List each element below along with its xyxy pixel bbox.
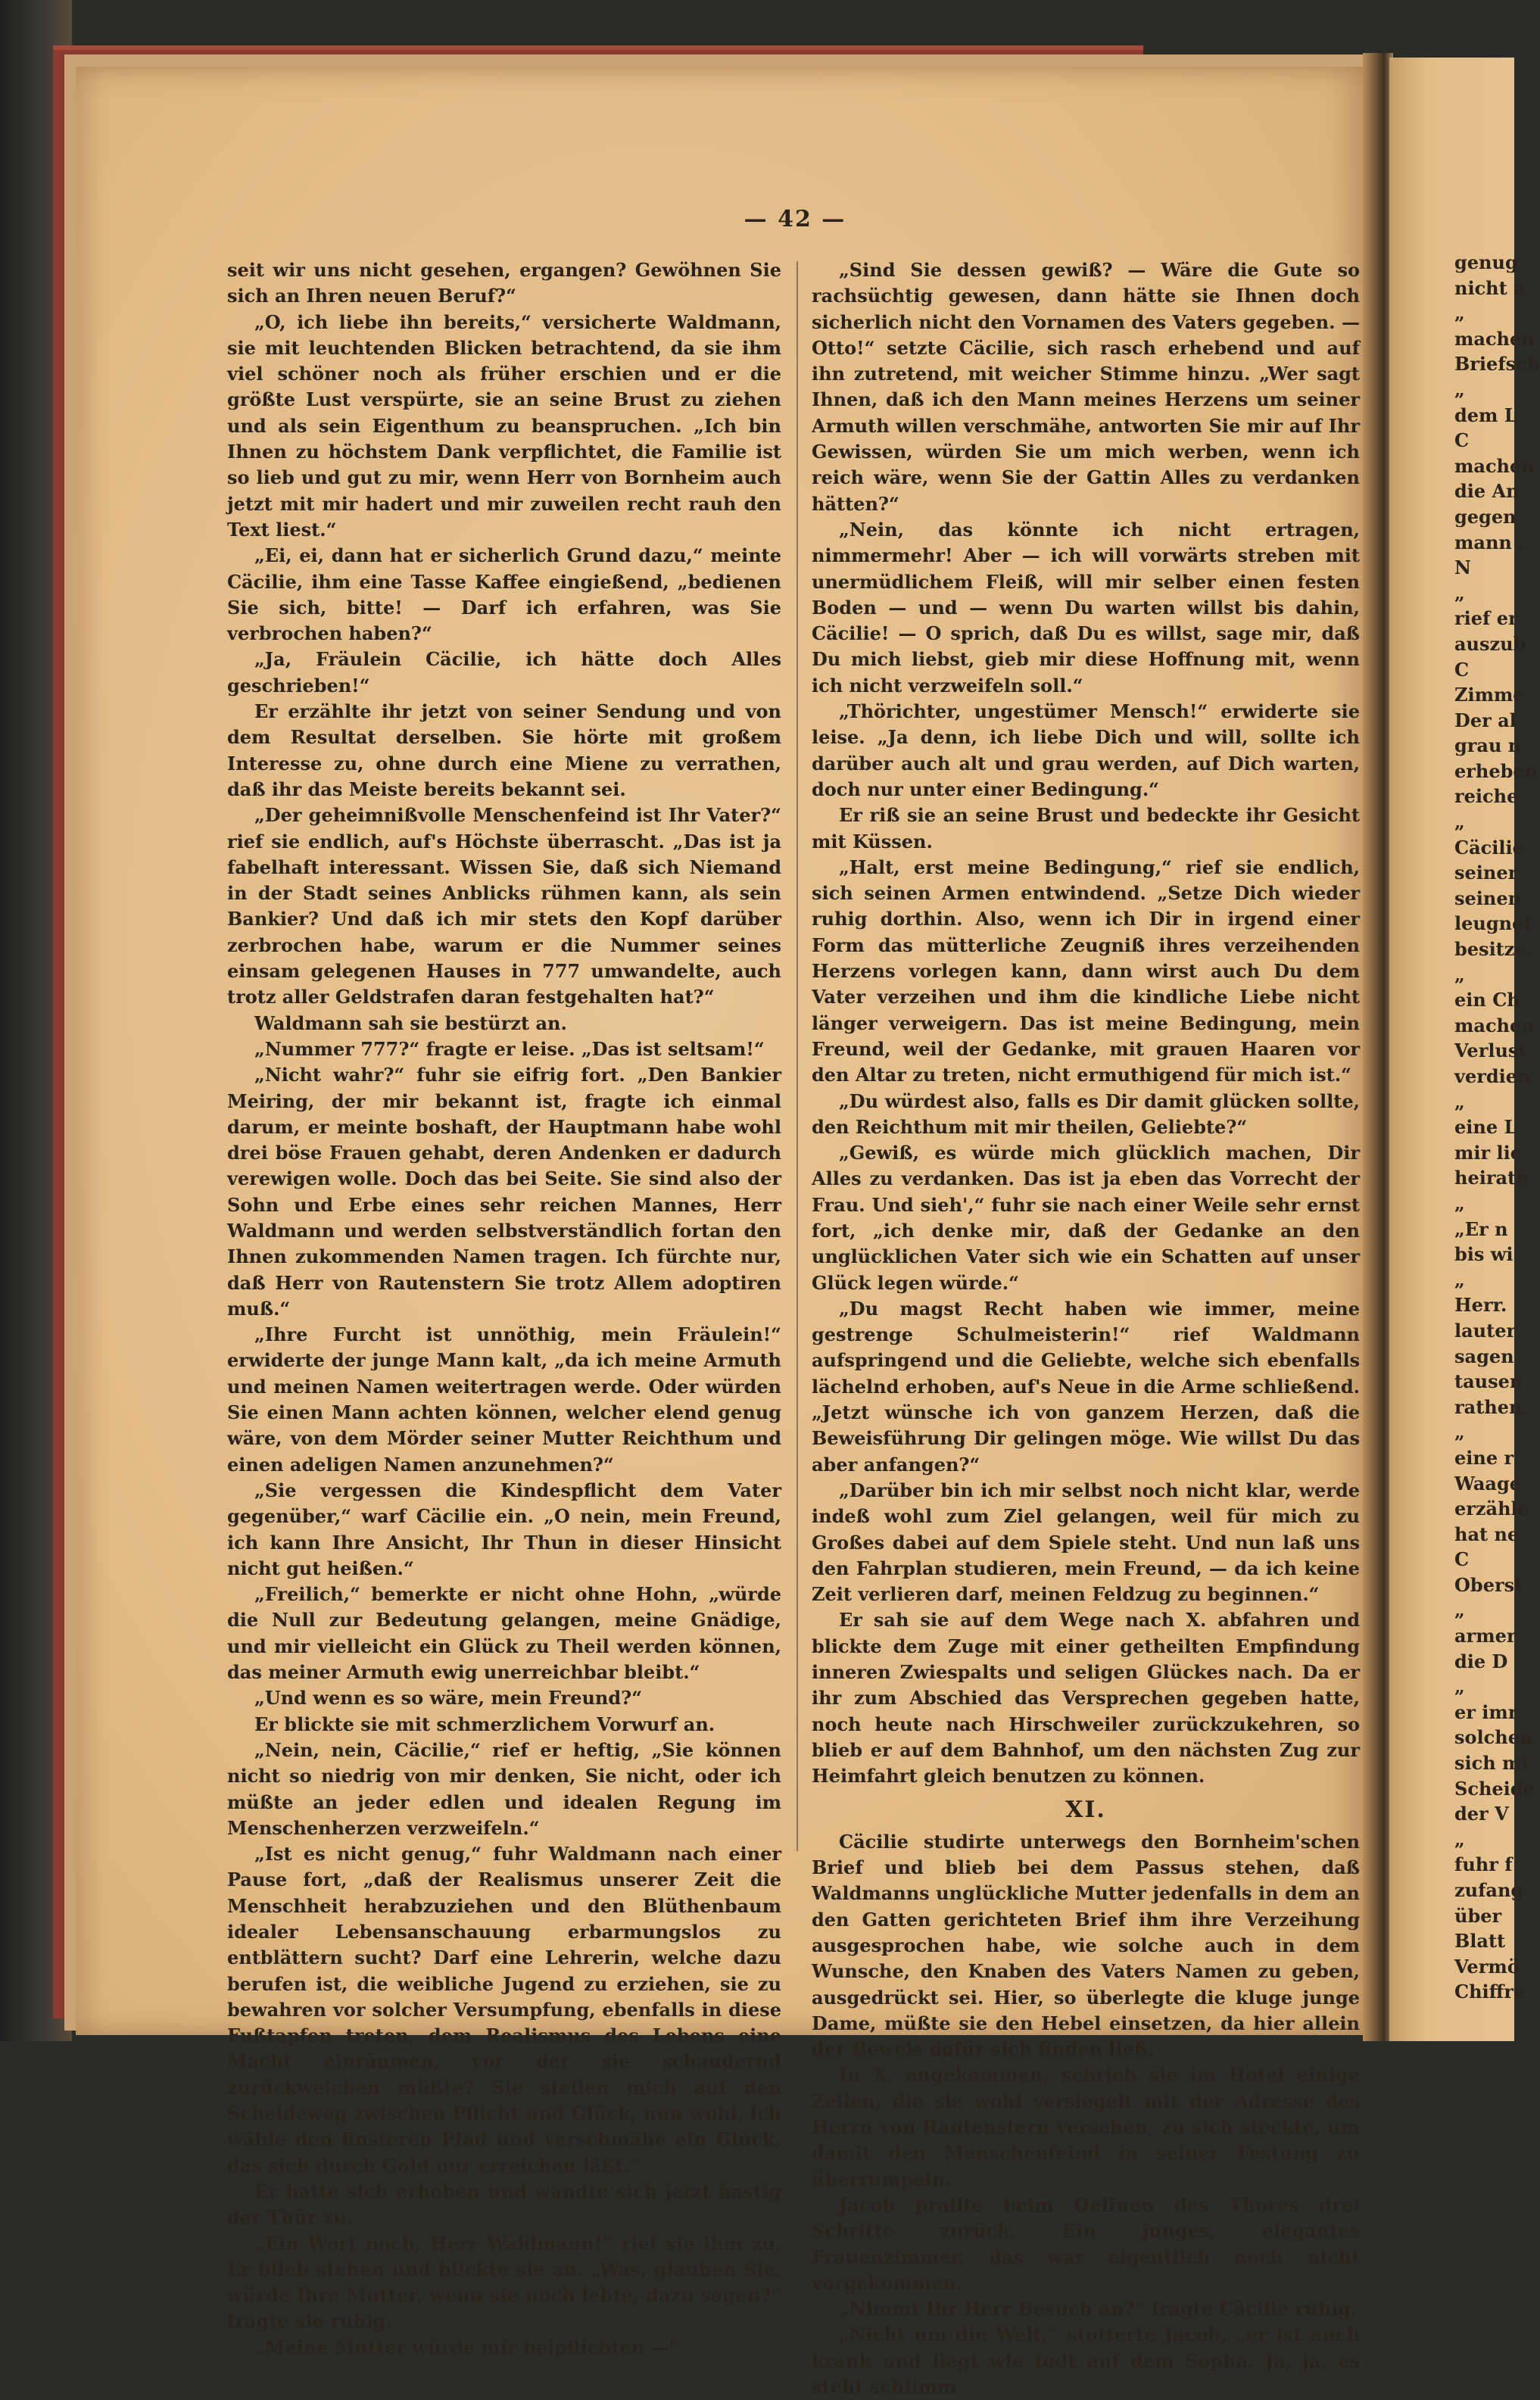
paragraph: Er erzählte ihr jetzt von seiner Sendung und von dem Resultat derselben. Sie hörte mit großem Interesse zu, ohne durch eine Miene zu verrathen, daß ihr das Meiste bereits bekannt sei.	[227, 700, 781, 800]
paragraph: seit wir uns nicht gesehen, ergangen? Gewöhnen Sie sich an Ihren neuen Beruf?“	[227, 259, 781, 307]
paragraph: Er sah sie auf dem Wege nach X. abfahren und blickte dem Zuge mit einer getheilten Empfindung inneren Zwiespalts und seligen Glückes nach. Da er ihr zum Abschied das Versprechen gegeben hatte, noch heute nach Hirschweiler zurückzukehren, so blieb er auf dem Bahnhof, um den nächsten Zug zur Heimfahrt gleich benutzen zu können.	[812, 1609, 1360, 1788]
paragraph: „Nein, das könnte ich nicht ertragen, nimmermehr! Aber — ich will vorwärts streben mit unermüdlichem Fleiß, will mir selber einen festen Boden — und — wenn Du warten willst bis dahin, Cäcilie! — O sprich, daß Du es willst, sage mir, daß Du mich liebst, gieb mir diese Hoffnung mit, wenn ich nicht verzweifeln soll.“	[812, 518, 1360, 697]
facing-page-line: eine r	[1454, 1446, 1514, 1469]
facing-page-line: verdien	[1454, 1065, 1531, 1087]
left-column	[227, 257, 781, 2361]
paragraph: „Gewiß, es würde mich glücklich machen, Dir Alles zu verdanken. Das ist ja eben das Vorrecht der Frau. Und sieh',“ fuhr sie nach einer Weile sehr ernst fort, „ich denke mir, daß der Gedanke an den unglücklichen Vater sich wie ein Schatten auf unser Glück legen würde.“	[812, 1142, 1360, 1294]
facing-page-line: Cäcilie	[1454, 836, 1524, 859]
facing-page-line: „	[1454, 1599, 1465, 1622]
paragraph: „Ei, ei, dann hat er sicherlich Grund dazu,“ meinte Cäcilie, ihm eine Tasse Kaffee eingießend, „bedienen Sie sich, bitte! — Darf ich erfahren, was Sie verbrochen haben?“	[227, 544, 781, 645]
facing-page-line: Scheide	[1454, 1777, 1535, 1800]
facing-page-line: „	[1454, 1675, 1465, 1698]
facing-page-line: besitze.	[1454, 938, 1533, 961]
paragraph: „Sie vergessen die Kindespflicht dem Vater gegenüber,“ warf Cäcilie ein. „O nein, mein Freund, ich kann Ihre Ansicht, Ihr Thun in dieser Hinsicht nicht gut heißen.“	[227, 1479, 781, 1579]
paragraph: „Thörichter, ungestümer Mensch!“ erwiderte sie leise. „Ja denn, ich liebe Dich und will, sollte ich darüber auch alt und grau werden, auf Dich warten, doch nur unter einer Bedingung.“	[812, 700, 1360, 800]
facing-page-line: zufang	[1454, 1879, 1524, 1901]
paragraph: „Du würdest also, falls es Dir damit glücken sollte, den Reichthum mit mir theilen, Geliebte?“	[812, 1089, 1360, 1138]
facing-page-line: Herr.	[1454, 1294, 1507, 1317]
paragraph: „Nicht wahr?“ fuhr sie eifrig fort. „Den Bankier Meiring, der mir bekannt ist, fragte ich einmal darum, er meinte boshaft, der Hauptmann habe wohl drei böse Frauen gehabt, deren Andenken er dadurch verewigen wolle. Doch das bei Seite. Sie sind also der Sohn und Erbe eines sehr reichen Mannes, Herr Waldmann und werden selbstverständlich fortan den Ihnen zukommenden Namen tragen. Ich fürchte nur, daß Herr von Rautenstern Sie trotz Allem adoptiren muß.“	[227, 1064, 781, 1320]
facing-page-line: die An	[1454, 480, 1520, 503]
paragraph: „Ihre Furcht ist unnöthig, mein Fräulein!“ erwiderte der junge Mann kalt, „da ich meine Armuth und meinen Namen weitertragen werde. Oder würden Sie einen Mann achten können, welcher elend genug wäre, von dem Mörder seiner Mutter Reichthum und einen adeligen Namen anzunehmen?“	[227, 1323, 781, 1476]
facing-page-line: genug	[1454, 251, 1518, 273]
paragraph: Jacob prallte beim Oeffnen des Thores drei Schritte zurück. Ein junges, elegantes Frauenzimmer, das war eigentlich noch nicht vorgekommen.	[812, 2193, 1360, 2294]
paragraph: Er riß sie an seine Brust und bedeckte ihr Gesicht mit Küssen.	[812, 804, 1360, 852]
facing-page-line: Waage	[1454, 1472, 1522, 1495]
facing-page-line: „	[1454, 1192, 1465, 1214]
facing-page-line: Chiffre	[1454, 1981, 1526, 2003]
facing-page-text	[1389, 58, 1540, 2005]
facing-page-line: „	[1454, 378, 1465, 401]
facing-page-line: fuhr f	[1454, 1853, 1513, 1876]
facing-page-line: Briefsch	[1454, 353, 1540, 376]
paragraph: Er hatte sich erhoben und wandte sich jetzt hastig der Thür zu.	[227, 2180, 781, 2229]
facing-page-line: tausen	[1454, 1370, 1523, 1393]
paragraph: „Freilich,“ bemerkte er nicht ohne Hohn, „würde die Null zur Bedeutung gelangen, meine Gnädige, und mir vielleicht ein Glück zu Theil werden können, das meiner Armuth ewig unerreichbar bleibt.“	[227, 1583, 781, 1684]
facing-page-line: er imr	[1454, 1700, 1518, 1723]
facing-page-line: reiche	[1454, 785, 1519, 808]
paragraph: Waldmann sah sie bestürzt an.	[254, 1011, 567, 1034]
facing-page-line: machen	[1454, 327, 1535, 350]
facing-page-line: seiner	[1454, 862, 1518, 884]
paragraph: Cäcilie studirte unterwegs den Bornheim'schen Brief und blieb bei dem Passus stehen, daß Waldmanns unglückliche Mutter jedenfalls in dem an den Gatten gerichteten Brief ihm ihre Verzeihung ausgesprochen habe, wie solche auch in dem Wunsche, den Knaben des Vaters Namen zu geben, ausgedrückt sei. Hier, so überlegte die kluge junge Dame, müßte sie den Hebel einsetzen, da hier allein der Beweis dafür sich finden ließ.	[812, 1830, 1360, 2061]
paragraph: „Sind Sie dessen gewiß? — Wäre die Gute so rachsüchtig gewesen, dann hätte sie Ihnen doch sicherlich nicht den Vornamen des Vaters gegeben. — Otto!“ setzte Cäcilie, sich rasch erhebend und auf ihn zutretend, mit weicher Stimme hinzu. „Wer sagt Ihnen, daß ich den Mann meines Herzens um seiner Armuth willen verschmähe, antworten Sie mir auf Ihr Gewissen, würden Sie um mich werben, wenn ich reich wäre, wenn Sie der Gattin Alles zu verdanken hätten?“	[812, 259, 1360, 515]
facing-page-line: machen	[1454, 454, 1535, 477]
paragraph: „O, ich liebe ihn bereits,“ versicherte Waldmann, sie mit leuchtenden Blicken betrachtend, da sie ihm viel schöner noch als früher erschien und er die größte Lust verspürte, sie an seine Brust zu ziehen und als sein Eigenthum zu beanspruchen. „Ich bin Ihnen zu höchstem Dank verpflichtet, die Familie ist so lieb und gut zu mir, wenn Herr von Bornheim auch jetzt mit mir hadert und mir zuweilen recht rauh den Text liest.“	[227, 310, 781, 541]
facing-page-line: „	[1454, 1828, 1465, 1850]
facing-page-line: heirath	[1454, 1167, 1529, 1189]
facing-page-line: „	[1454, 1421, 1465, 1444]
paragraph: „Darüber bin ich mir selbst noch nicht klar, werde indeß wohl zum Ziel gelangen, weil für mich zu Großes dabei auf dem Spiele steht. Und nun laß uns den Fahrplan studieren, mein Freund, — da ich keine Zeit verlieren darf, meinen Feldzug zu beginnen.“	[812, 1479, 1360, 1606]
right-column	[812, 257, 1360, 2400]
facing-page-line: C	[1454, 429, 1470, 452]
facing-page-line: seinen	[1454, 887, 1522, 909]
paragraph: „Du magst Recht haben wie immer, meine gestrenge Schulmeisterin!“ rief Waldmann aufspringend und die Geliebte, welche sich ebenfalls lächelnd erhoben, auf's Neue in die Arme schließend. „Jetzt wünsche ich von ganzem Herzen, daß die Beweisführung Dir gelingen möge. Wie willst Du das aber anfangen?“	[812, 1297, 1360, 1476]
facing-page-line: C	[1454, 1548, 1470, 1571]
facing-page-line: „	[1454, 811, 1465, 834]
facing-page-line: eine L	[1454, 1116, 1517, 1139]
paragraph: „Halt, erst meine Bedingung,“ rief sie endlich, sich seinen Armen entwindend. „Setze Dich wieder ruhig dorthin. Also, wenn ich Dir in irgend einer Form das mütterliche Zeugniß ihres verzeihenden Herzens vorlegen kann, dann wirst auch Du dem Vater verzeihen und ihm die kindliche Liebe nicht länger verweigern. Das ist meine Bedingung, mein Freund, weil der Gedanke, mit grauen Haaren vor den Altar zu treten, nicht ermuthigend für mich ist.“	[812, 856, 1360, 1086]
facing-page-line: Vermö	[1454, 1955, 1520, 1978]
facing-page-line: sagen	[1454, 1345, 1514, 1367]
facing-page-line: „	[1454, 963, 1465, 986]
facing-page-line: grau n	[1454, 734, 1522, 757]
facing-page-line: erheben	[1454, 759, 1538, 782]
facing-page-line: nicht a	[1454, 276, 1526, 299]
facing-page-line: gegen	[1454, 505, 1517, 528]
facing-page-line: erzähle	[1454, 1498, 1529, 1520]
facing-page-line: dem L	[1454, 404, 1517, 426]
book-gutter	[1363, 53, 1393, 2041]
paragraph: „Ja, Fräulein Cäcilie, ich hätte doch Alles geschrieben!“	[227, 648, 781, 697]
paragraph: Er blickte sie mit schmerzlichem Vorwurf an.	[254, 1713, 715, 1735]
facing-page-line: rathen.	[1454, 1395, 1529, 1418]
facing-page-line: die D	[1454, 1650, 1508, 1672]
paragraph: „Ein Wort noch, Herr Waldmann!“ rief sie ihm zu. Er blieb stehen und blickte sie an. „Was, glauben Sie, würde Ihre Mutter, wenn sie noch lebte, dazu sagen?“ fragte sie ruhig.	[227, 2232, 781, 2333]
paragraph: „Nimmt Ihr Herr Besuch an?“ fragte Cäcilie ruhig.	[839, 2298, 1358, 2321]
facing-page-line: sich mi	[1454, 1752, 1529, 1775]
facing-page-line: machen	[1454, 1014, 1535, 1036]
facing-page-line: Oberst	[1454, 1573, 1523, 1596]
paragraph: „Meine Mutter würde mir beipflichten —“	[254, 2336, 680, 2358]
paragraph: „Ist es nicht genug,“ fuhr Waldmann nach einer Pause fort, „daß der Realismus unserer Zeit die Menschheit herabzuziehen und den Blüthenbaum idealer Lebensanschauung erbarmungslos zu entblättern sucht? Darf eine Lehrerin, welche dazu berufen ist, die weibliche Jugend zu erziehen, sie zu bewahren vor solcher Versumpfung, ebenfalls in diese Fußtapfen treten, dem Realismus des Lebens eine Macht einräumen, vor der sie schaudernd zurückweichen müßte? Sie stellen mich auf den Scheideweg zwischen Pflicht und Glück, nun wohl, ich wähle den finsteren Pfad und verschmähe ein Glück, das sich durch Gold nur erreichen läßt.“	[227, 1843, 781, 2177]
paragraph: „Nein, nein, Cäcilie,“ rief er heftig, „Sie können nicht so niedrig von mir denken, Sie nicht, oder ich müßte an jeder edlen und idealen Regung im Menschenherzen verzweifeln.“	[227, 1738, 781, 1839]
facing-page-line: der V	[1454, 1803, 1509, 1825]
column-divider	[796, 261, 798, 1851]
facing-page-line: Verlust	[1454, 1039, 1527, 1062]
paragraph: „Und wenn es so wäre, mein Freund?“	[254, 1687, 643, 1710]
facing-page-line: Blatt	[1454, 1930, 1506, 1953]
facing-page-line: lauter	[1454, 1319, 1517, 1342]
facing-page-line: bis wi	[1454, 1243, 1514, 1266]
facing-page-line: armer	[1454, 1625, 1517, 1647]
paragraph: „Der geheimnißvolle Menschenfeind ist Ihr Vater?“ rief sie endlich, auf's Höchste überrascht. „Das ist ja fabelhaft interessant. Wissen Sie, daß sich Niemand in der Stadt seines Anblicks rühmen kann, als sein Bankier? Und daß ich mir stets den Kopf darüber zerbrochen habe, warum er die Nummer seines einsam gelegenen Hauses in 777 umwandelte, auch trotz aller Geldstrafen daran festgehalten hat?“	[227, 804, 781, 1008]
facing-page-line: „	[1454, 1090, 1465, 1113]
paragraph: „Nicht um die Welt,“ stotterte Jacob, „er ist auch krank und liegt wie todt auf dem Sopha. Ja, ja, es steht schlimm	[812, 2324, 1360, 2398]
page-number: — 42 —	[744, 206, 846, 232]
facing-page-line: ein Ch	[1454, 989, 1520, 1011]
facing-page-line: Der al	[1454, 709, 1517, 731]
facing-page-line: hat ne	[1454, 1523, 1520, 1545]
paragraph: „Nummer 777?“ fragte er leise. „Das ist seltsam!“	[254, 1037, 765, 1060]
facing-page-line: N	[1454, 556, 1471, 579]
facing-page-line: leugnet	[1454, 912, 1532, 935]
facing-page-line: auszub	[1454, 632, 1526, 655]
paragraph: In X. angekommen, schrieb sie im Hotel einige Zeilen, die sie wohl versiegelt mit der Adresse des Herrn von Rautenstern versehen, zu sich steckte, um damit den Menschenfeind in seiner Festung zu überrumpeln.	[812, 2064, 1360, 2190]
facing-page-line: rief er	[1454, 607, 1518, 630]
facing-page-line: Zimme	[1454, 684, 1525, 706]
facing-page-line: „	[1454, 581, 1465, 604]
facing-page-line: über	[1454, 1904, 1502, 1927]
facing-page-line: solchen	[1454, 1726, 1533, 1749]
facing-page-line: C	[1454, 658, 1470, 681]
facing-page-line: „	[1454, 302, 1465, 325]
facing-page-line: „Er n	[1454, 1217, 1508, 1240]
facing-page-line: mann ,	[1454, 531, 1525, 553]
facing-page-line: „	[1454, 1268, 1465, 1291]
chapter-heading: XI.	[1065, 1796, 1106, 1823]
facing-page-edge	[1389, 58, 1540, 2041]
facing-page-line: mir lie	[1454, 1141, 1523, 1164]
